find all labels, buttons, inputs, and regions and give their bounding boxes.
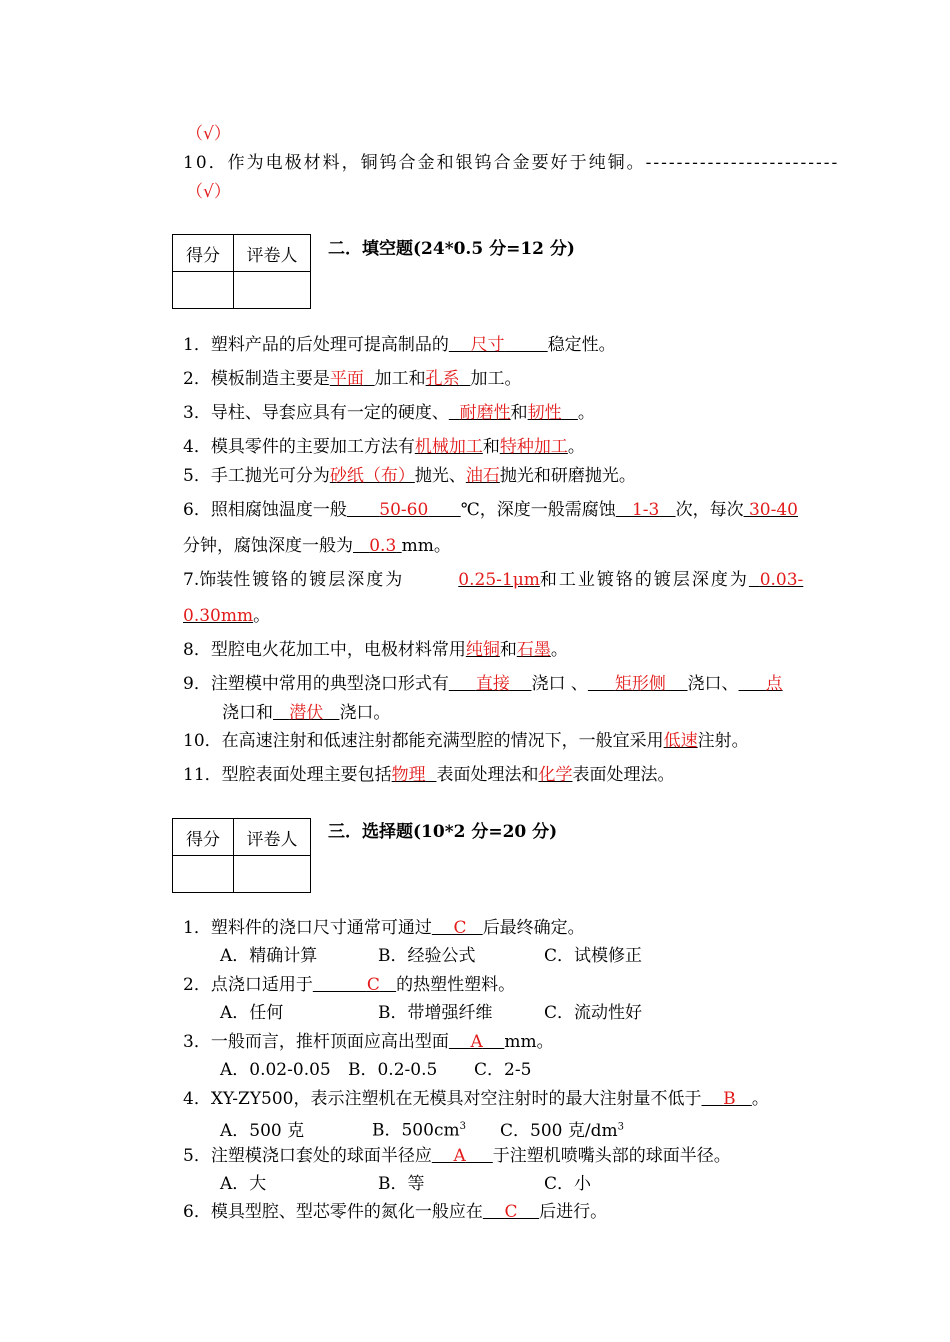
fill-question-7: 7.饰装性镀铬的镀层深度为 0.25-1μm和工业镀铬的镀层深度为 0.03-: [183, 570, 804, 590]
fill-question-9: 9．注塑模中常用的典型浇口形式有 直接 浇口 、 矩形侧 浇口、 点: [183, 674, 783, 694]
fill-question-6-cont: 分钟，腐蚀深度一般为 0.3 mm。: [183, 536, 451, 556]
score-table-choice: [172, 818, 311, 893]
score-cell: [173, 272, 234, 309]
choice-options-1: A．精确计算 B．经验公式 C．试模修正: [220, 946, 643, 966]
tf-question-10: 10．作为电极材料，铜钨合金和银钨合金要好于纯铜。-------------------------: [183, 153, 840, 173]
score-header: 得分: [173, 819, 234, 856]
tf-q10-mark: （√）: [186, 182, 231, 202]
choice-options-3: A．0.02-0.05 B．0.2-0.5 C．2-5: [220, 1060, 532, 1080]
choice-question-6: 6．模具型腔、型芯零件的氮化一般应在 C 后进行。: [183, 1202, 608, 1222]
section-title-choice: 三．选择题(10*2 分=20 分): [328, 822, 558, 842]
score-cell: [173, 856, 234, 893]
choice-options-4: A．500 克 B．$500cm^3$ C．500 克$/dm^3$: [220, 1120, 624, 1141]
choice-question-2: 2．点浇口适用于 C 的热塑性塑料。: [183, 975, 516, 995]
choice-question-4: 4．XY-ZY500，表示注塑机在无模具对空注射时的最大注射量不低于 B 。: [183, 1089, 769, 1109]
grader-header: 评卷人: [234, 819, 311, 856]
tf-prev-mark: （√）: [186, 124, 231, 144]
choice-options-5: A．大 B．等 C．小: [220, 1174, 592, 1194]
fill-question-5: 5．手工抛光可分为砂纸（布）抛光、油石抛光和研磨抛光。: [183, 466, 636, 486]
fill-question-11: 11．型腔表面处理主要包括物理 表面处理法和化学表面处理法。: [183, 765, 675, 785]
fill-question-9-cont: 浇口和 潜伏 浇口。: [222, 703, 391, 723]
grader-header: 评卷人: [234, 235, 311, 272]
fill-question-3: 3．导柱、导套应具有一定的硬度、 耐磨性和韧性 。: [183, 403, 595, 423]
fill-question-7-cont: 0.30mm。: [183, 606, 271, 626]
grader-cell: [234, 856, 311, 893]
score-header: 得分: [173, 235, 234, 272]
grader-cell: [234, 272, 311, 309]
choice-options-2: A．任何 B．带增强纤维 C．流动性好: [220, 1003, 643, 1023]
fill-question-1: 1．塑料产品的后处理可提高制品的 尺寸 稳定性。: [183, 335, 616, 355]
score-table-fill: [172, 234, 311, 309]
fill-question-6: 6．照相腐蚀温度一般 50-60 ℃，深度一般需腐蚀 1-3 次，每次 30-40: [183, 500, 798, 520]
choice-question-5: 5．注塑模浇口套处的球面半径应 A 于注塑机喷嘴头部的球面半径。: [183, 1146, 731, 1166]
fill-question-4: 4．模具零件的主要加工方法有机械加工和特种加工。: [183, 437, 585, 457]
section-title-fill: 二．填空题(24*0.5 分=12 分): [328, 239, 575, 259]
fill-question-2: 2．模板制造主要是平面 加工和孔系 加工。: [183, 369, 522, 389]
choice-question-3: 3．一般而言，推杆顶面应高出型面 A mm。: [183, 1032, 554, 1052]
fill-question-10: 10．在高速注射和低速注射都能充满型腔的情况下，一般宜采用低速注射。: [183, 731, 749, 751]
fill-question-8: 8．型腔电火花加工中，电极材料常用纯铜和石墨。: [183, 640, 568, 660]
choice-question-1: 1．塑料件的浇口尺寸通常可通过 C 后最终确定。: [183, 918, 585, 938]
